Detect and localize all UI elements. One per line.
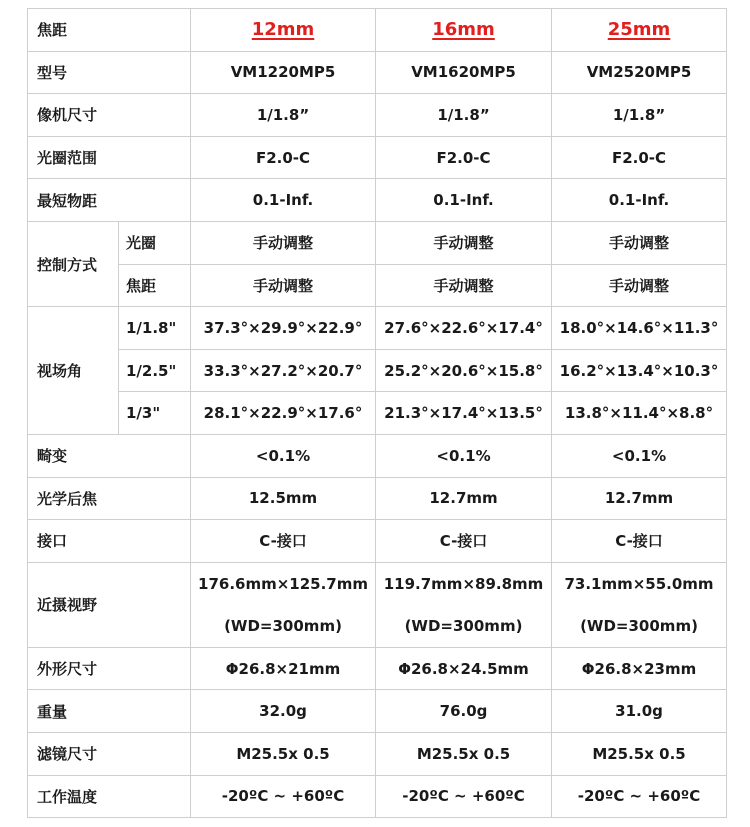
cell: 手动调整 bbox=[552, 221, 727, 264]
cell: 手动调整 bbox=[376, 264, 552, 307]
sub-row-label: 1/1.8" bbox=[119, 307, 191, 350]
table-row-model bbox=[28, 51, 727, 94]
table-row-fov-1-1.8 bbox=[28, 307, 727, 350]
cell: 手动调整 bbox=[376, 221, 552, 264]
row-label: 畸变 bbox=[28, 434, 191, 477]
cell: <0.1% bbox=[376, 434, 552, 477]
cell: -20ºC ~ +60ºC bbox=[552, 775, 727, 818]
row-label: 焦距 bbox=[28, 9, 191, 52]
spec-table-container bbox=[27, 8, 726, 818]
cell: <0.1% bbox=[191, 434, 376, 477]
table-row-control-focus bbox=[28, 264, 727, 307]
cell: 32.0g bbox=[191, 690, 376, 733]
table-row-mod bbox=[28, 179, 727, 222]
cell: 16.2°×13.4°×10.3° bbox=[552, 349, 727, 392]
table-row-temp bbox=[28, 775, 727, 818]
cell: C-接口 bbox=[191, 520, 376, 563]
cell: C-接口 bbox=[376, 520, 552, 563]
sub-row-label: 光圈 bbox=[119, 221, 191, 264]
table-row-control-aperture bbox=[28, 221, 727, 264]
cell: Φ26.8×24.5mm bbox=[376, 647, 552, 690]
cell: 1/1.8” bbox=[552, 94, 727, 137]
cell-line: (WD=300mm) bbox=[404, 616, 523, 635]
table-row-distortion bbox=[28, 434, 727, 477]
column-header: 16mm bbox=[376, 9, 552, 52]
row-label: 外形尺寸 bbox=[28, 647, 191, 690]
cell: M25.5x 0.5 bbox=[376, 732, 552, 775]
cell: -20ºC ~ +60ºC bbox=[376, 775, 552, 818]
cell: 37.3°×29.9°×22.9° bbox=[191, 307, 376, 350]
cell: C-接口 bbox=[552, 520, 727, 563]
table-row-bfl bbox=[28, 477, 727, 520]
cell: 33.3°×27.2°×20.7° bbox=[191, 349, 376, 392]
row-label: 光圈范围 bbox=[28, 136, 191, 179]
sub-row-label: 1/3" bbox=[119, 392, 191, 435]
cell: F2.0-C bbox=[191, 136, 376, 179]
table-row-aperture bbox=[28, 136, 727, 179]
cell: 25.2°×20.6°×15.8° bbox=[376, 349, 552, 392]
cell: 0.1-Inf. bbox=[191, 179, 376, 222]
cell: 12.7mm bbox=[552, 477, 727, 520]
cell bbox=[376, 562, 552, 647]
cell-line: 119.7mm×89.8mm bbox=[383, 574, 544, 593]
row-label: 近摄视野 bbox=[28, 562, 191, 647]
cell: 手动调整 bbox=[552, 264, 727, 307]
cell: 0.1-Inf. bbox=[552, 179, 727, 222]
row-label: 重量 bbox=[28, 690, 191, 733]
cell: 31.0g bbox=[552, 690, 727, 733]
cell: M25.5x 0.5 bbox=[191, 732, 376, 775]
cell bbox=[552, 562, 727, 647]
cell-line: 176.6mm×125.7mm bbox=[198, 574, 368, 593]
table-row-weight bbox=[28, 690, 727, 733]
row-label: 型号 bbox=[28, 51, 191, 94]
table-row-mount bbox=[28, 520, 727, 563]
cell-line: 73.1mm×55.0mm bbox=[564, 574, 714, 593]
cell: 12.7mm bbox=[376, 477, 552, 520]
sub-row-label: 焦距 bbox=[119, 264, 191, 307]
cell: 1/1.8” bbox=[376, 94, 552, 137]
row-label: 工作温度 bbox=[28, 775, 191, 818]
row-label: 控制方式 bbox=[28, 221, 119, 306]
row-label: 接口 bbox=[28, 520, 191, 563]
row-label: 像机尺寸 bbox=[28, 94, 191, 137]
table-row-fov-1-2.5 bbox=[28, 349, 727, 392]
cell: 28.1°×22.9°×17.6° bbox=[191, 392, 376, 435]
cell: M25.5x 0.5 bbox=[552, 732, 727, 775]
cell: 21.3°×17.4°×13.5° bbox=[376, 392, 552, 435]
table-row-near-fov bbox=[28, 562, 727, 647]
cell: 1/1.8” bbox=[191, 94, 376, 137]
cell: 手动调整 bbox=[191, 264, 376, 307]
cell: 12.5mm bbox=[191, 477, 376, 520]
column-header: 25mm bbox=[552, 9, 727, 52]
cell: 13.8°×11.4°×8.8° bbox=[552, 392, 727, 435]
cell-line: (WD=300mm) bbox=[580, 616, 698, 635]
cell: VM1620MP5 bbox=[376, 51, 552, 94]
sub-row-label: 1/2.5" bbox=[119, 349, 191, 392]
header-row bbox=[28, 9, 727, 52]
cell: <0.1% bbox=[552, 434, 727, 477]
row-label: 最短物距 bbox=[28, 179, 191, 222]
cell-line: (WD=300mm) bbox=[224, 616, 342, 635]
cell: Φ26.8×21mm bbox=[191, 647, 376, 690]
cell: 76.0g bbox=[376, 690, 552, 733]
cell: -20ºC ~ +60ºC bbox=[191, 775, 376, 818]
cell: F2.0-C bbox=[552, 136, 727, 179]
cell: 手动调整 bbox=[191, 221, 376, 264]
table-row-filter bbox=[28, 732, 727, 775]
table-row-sensor bbox=[28, 94, 727, 137]
table-row-dimension bbox=[28, 647, 727, 690]
column-header: 12mm bbox=[191, 9, 376, 52]
row-label: 视场角 bbox=[28, 307, 119, 435]
cell: VM1220MP5 bbox=[191, 51, 376, 94]
cell: VM2520MP5 bbox=[552, 51, 727, 94]
cell: 18.0°×14.6°×11.3° bbox=[552, 307, 727, 350]
row-label: 光学后焦 bbox=[28, 477, 191, 520]
cell: F2.0-C bbox=[376, 136, 552, 179]
cell bbox=[191, 562, 376, 647]
cell: 27.6°×22.6°×17.4° bbox=[376, 307, 552, 350]
cell: 0.1-Inf. bbox=[376, 179, 552, 222]
cell: Φ26.8×23mm bbox=[552, 647, 727, 690]
table-row-fov-1-3 bbox=[28, 392, 727, 435]
lens-spec-table bbox=[27, 8, 727, 818]
row-label: 滤镜尺寸 bbox=[28, 732, 191, 775]
